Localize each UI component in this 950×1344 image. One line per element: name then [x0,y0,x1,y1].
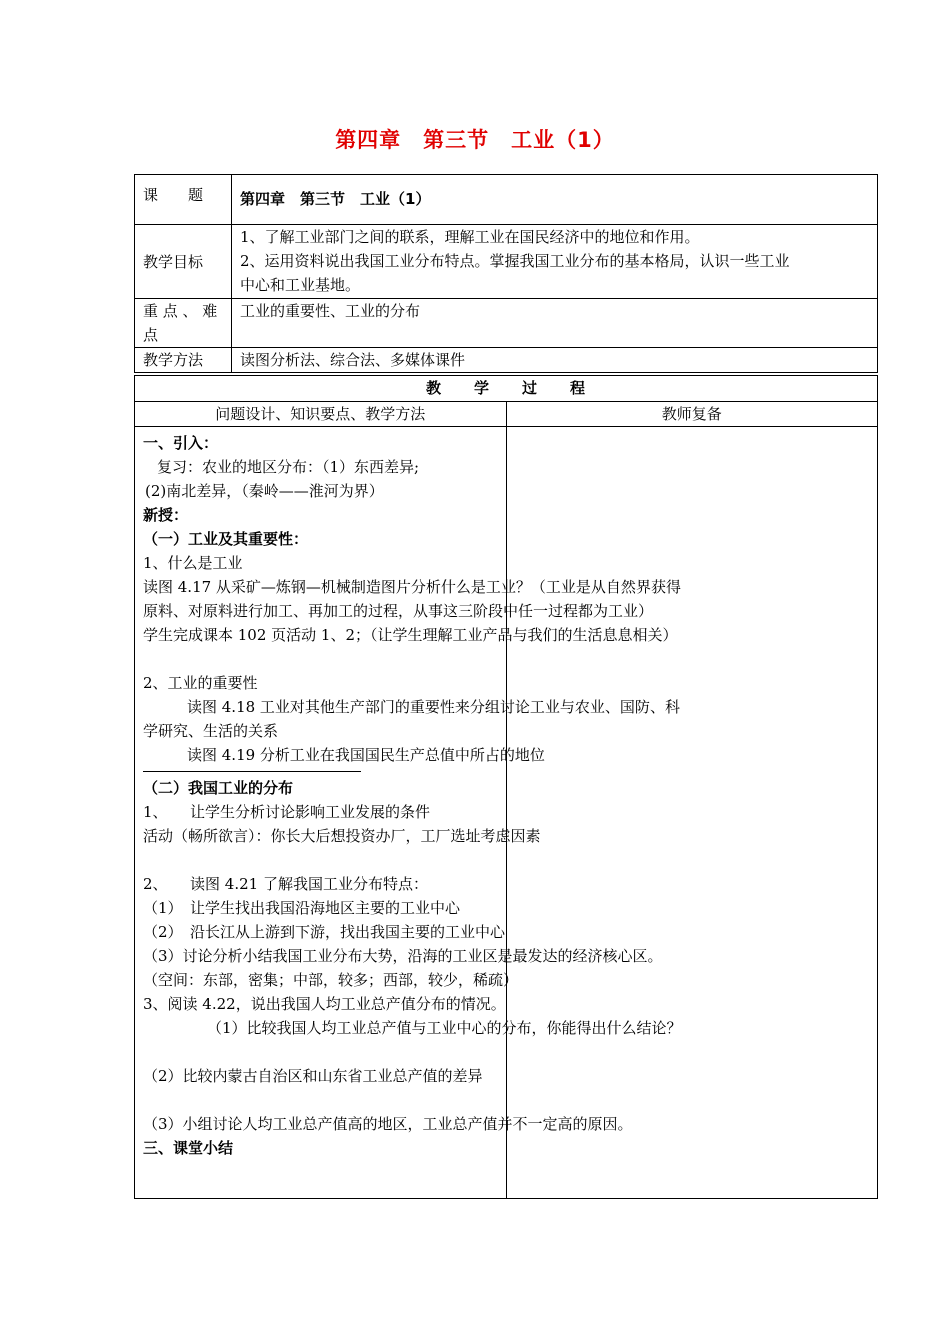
text-line: （3）小组讨论人均工业总产值高的地区，工业总产值并不一定高的原因。 [143,1115,633,1133]
text-line: （3）讨论分析小结我国工业分布大势，沿海的工业区是最发达的经济核心区。 [143,947,663,965]
text-line: 3、阅读 4.22，说出我国人均工业总产值分布的情况。 [143,995,506,1013]
topic-row [135,175,878,225]
lesson-plan-table [134,174,878,1199]
keypoints-value: 工业的重要性、工业的分布 [232,299,878,348]
section-new: 新授： [143,506,189,524]
goals-value [232,225,878,299]
goal-line: 中心和工业基地。 [240,276,361,294]
text-line: 学生完成课本 102 页活动 1、2；（让学生理解工业产品与我们的生活息息相关） [143,626,678,644]
text-line: (2)南北差异，（秦岭——淮河为界） [145,482,384,500]
process-table [134,375,878,1199]
text-line: 活动（畅所欲言）：你长大后想投资办厂，工厂选址考虑因素 [143,827,541,845]
keypoints-label-line: 点 [143,326,159,344]
section-intro: 一、引入： [143,434,219,452]
text-line: 读图 4.19 分析工业在我国国民生产总值中所占的地位 [187,746,545,764]
blank-line [143,1088,498,1112]
blank-line [143,647,498,671]
text-line: 2、 读图 4.21 了解我国工业分布特点： [143,875,428,893]
keypoints-label [135,299,232,348]
process-header-row [135,376,878,402]
text-line: 复习：农业的地区分布：（1）东西差异; [157,458,420,476]
text-line: 读图 4.18 工业对其他生产部门的重要性来分组讨论工业与农业、国防、科 [187,698,680,716]
methods-row [135,348,878,373]
text-line: （空间：东部，密集；中部，较多；西部，较少，稀疏） [143,971,519,989]
goal-line: 1、了解工业部门之间的联系，理解工业在国民经济中的地位和作用。 [240,228,700,246]
process-columns-row [135,402,878,427]
blank-line [143,848,498,872]
topic-label: 课 题 [135,175,232,225]
column-header-notes: 教师复备 [506,402,878,427]
text-line: 1、什么是工业 [143,554,243,572]
process-body-row [135,427,878,1199]
text-line: （2）比较内蒙古自治区和山东省工业总产值的差异 [143,1067,483,1085]
text-line: （1） 让学生找出我国沿海地区主要的工业中心 [143,899,461,917]
goals-row [135,225,878,299]
page-title: 第四章 第三节 工业（1） [335,128,615,152]
text-line: 原料、对原料进行加工、再加工的过程，从事这三阶段中任一过程都为工业） [143,602,654,620]
section-summary: 三、课堂小结 [143,1139,234,1157]
text-line: 读图 4.17 从采矿—炼钢—机械制造图片分析什么是工业？（工业是从自然界获得 [143,578,681,596]
text-line: 学研究、生活的关系 [143,722,279,740]
text-line: （1）比较我国人均工业总产值与工业中心的分布，你能得出什么结论？ [207,1019,682,1037]
keypoints-label-line: 重 点 、 难 [143,302,218,320]
keypoints-row [135,299,878,348]
info-table [134,174,878,373]
teacher-notes-cell [506,427,878,1199]
text-line: （2） 沿长江从上游到下游，找出我国主要的工业中心 [143,923,506,941]
section-heading: （二）我国工业的分布 [143,779,294,797]
blank-line [143,1040,498,1064]
methods-value: 读图分析法、综合法、多媒体课件 [232,348,878,373]
goals-label: 教学目标 [135,225,232,299]
section-heading: （一）工业及其重要性： [143,530,309,548]
text-line: 2、工业的重要性 [143,674,258,692]
process-content [135,427,682,1199]
separator-rule [143,771,361,772]
text-line: 1、 让学生分析讨论影响工业发展的条件 [143,803,431,821]
process-header: 教 学 过 程 [135,376,878,402]
methods-label: 教学方法 [135,348,232,373]
goal-line: 2、运用资料说出我国工业分布特点。掌握我国工业分布的基本格局，认识一些工业 [240,252,790,270]
topic-value: 第四章 第三节 工业（1） [232,175,878,225]
column-header-content: 问题设计、知识要点、教学方法 [135,402,507,427]
